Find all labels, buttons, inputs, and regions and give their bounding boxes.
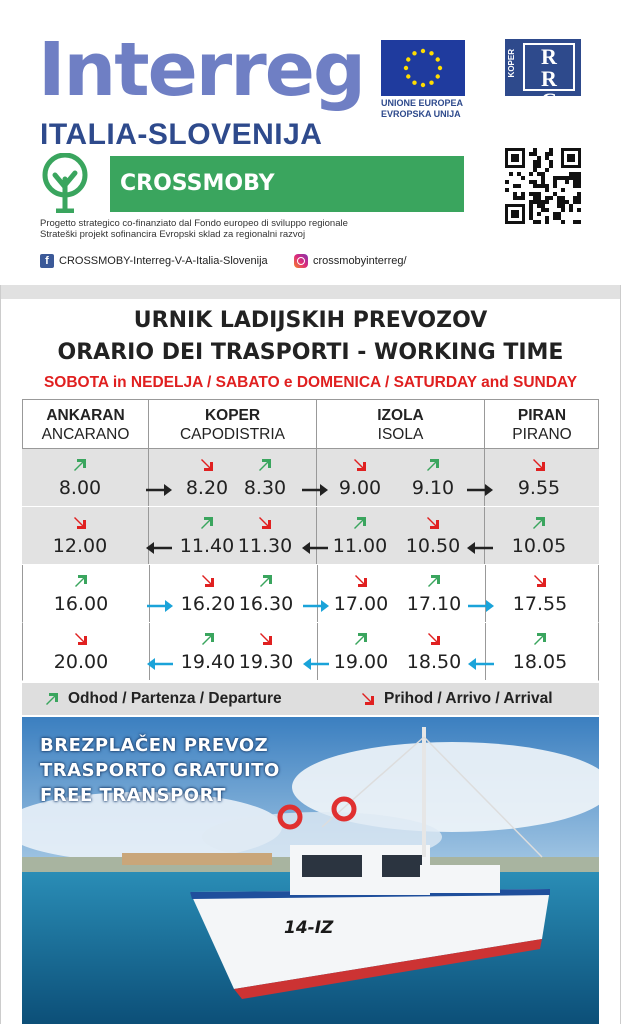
arrival-arrow-icon: [353, 573, 369, 589]
eu-label-sl: EVROPSKA UNIJA: [381, 109, 461, 119]
arrow-left-icon: [144, 538, 174, 558]
arrival-arrow-icon: [72, 515, 88, 531]
col-izola: [317, 400, 485, 448]
eu-star-icon: [438, 66, 442, 70]
time-cell: 11.40: [179, 535, 235, 557]
koper-logo: [505, 39, 581, 113]
arrival-arrow-icon: [531, 457, 547, 473]
table-row: [22, 449, 599, 507]
time-cell: 8.30: [243, 477, 287, 499]
arrow-right-icon: [144, 480, 174, 500]
time-cell: 18.50: [406, 651, 462, 673]
arrow-right-icon: [145, 596, 175, 616]
arrival-arrow-icon: [360, 691, 376, 707]
title-italian-english: ORARIO DEI TRASPORTI - WORKING TIME: [57, 340, 564, 365]
time-cell: 9.55: [517, 477, 561, 499]
legend-departure-label: Odhod / Partenza / Departure: [68, 690, 282, 707]
free-transport-en: FREE TRANSPORT: [40, 785, 226, 806]
time-cell: 11.00: [332, 535, 388, 557]
facebook-link[interactable]: [40, 254, 268, 268]
time-cell: 11.30: [237, 535, 293, 557]
arrival-arrow-icon: [352, 457, 368, 473]
arrival-arrow-icon: [532, 573, 548, 589]
departure-arrow-icon: [531, 515, 547, 531]
time-cell: 17.55: [512, 593, 568, 615]
instagram-icon: [294, 254, 308, 268]
timetable-body: [22, 449, 599, 681]
departure-arrow-icon: [353, 631, 369, 647]
departure-arrow-icon: [72, 457, 88, 473]
legend-arrival-label: Prihod / Arrivo / Arrival: [384, 690, 553, 707]
instagram-link[interactable]: [294, 254, 407, 268]
eu-flag-icon: [381, 40, 465, 96]
free-transport-text: [40, 733, 280, 808]
koper-mark: [523, 43, 575, 113]
tree-icon: [38, 153, 92, 213]
crossmoby-banner: CROSSMOBY: [110, 156, 464, 212]
eu-star-icon: [412, 51, 416, 55]
timetable: [22, 399, 599, 681]
eu-star-icon: [421, 49, 425, 53]
arrow-left-icon: [300, 538, 330, 558]
free-transport-sl: BREZPLAČEN PREVOZ: [40, 735, 269, 756]
time-cell: 19.30: [238, 651, 294, 673]
arrow-right-icon: [466, 596, 496, 616]
legend-departure: [44, 690, 282, 708]
koper-mark-text: RR C: [541, 44, 557, 113]
time-cell: 16.00: [53, 593, 109, 615]
departure-arrow-icon: [425, 457, 441, 473]
time-cell: 8.00: [58, 477, 102, 499]
time-cell: 10.05: [511, 535, 567, 557]
arrow-right-icon: [300, 480, 330, 500]
departure-arrow-icon: [257, 457, 273, 473]
time-cell: 10.50: [405, 535, 461, 557]
departure-arrow-icon: [44, 691, 60, 707]
koper-label: KOPER: [507, 49, 516, 78]
eu-star-icon: [429, 81, 433, 85]
instagram-label: crossmobyinterreg/: [313, 255, 407, 267]
col-koper: [149, 400, 317, 448]
eu-star-icon: [412, 81, 416, 85]
table-header: [22, 399, 599, 449]
eu-star-icon: [436, 57, 440, 61]
col-name: KOPER: [204, 407, 261, 424]
departure-arrow-icon: [352, 515, 368, 531]
table-row: [22, 507, 599, 565]
col-name-it: CAPODISTRIA: [179, 426, 286, 443]
col-ankaran: [23, 400, 149, 448]
departure-arrow-icon: [73, 573, 89, 589]
time-cell: 12.00: [52, 535, 108, 557]
arrow-left-icon: [145, 654, 175, 674]
departure-arrow-icon: [258, 573, 274, 589]
header: [0, 0, 621, 285]
eu-star-icon: [429, 51, 433, 55]
col-name-it: ISOLA: [377, 426, 424, 443]
arrow-right-icon: [301, 596, 331, 616]
arrival-arrow-icon: [199, 457, 215, 473]
arrival-arrow-icon: [426, 631, 442, 647]
interreg-logo: Interreg: [38, 27, 364, 113]
time-cell: 8.20: [185, 477, 229, 499]
time-cell: 18.05: [512, 651, 568, 673]
arrow-right-icon: [465, 480, 495, 500]
legend: [22, 683, 599, 715]
facebook-icon: f: [40, 254, 54, 268]
table-row: [22, 565, 599, 623]
free-transport-it: TRASPORTO GRATUITO: [40, 760, 280, 781]
arrival-arrow-icon: [258, 631, 274, 647]
departure-arrow-icon: [200, 631, 216, 647]
col-name: IZOLA: [377, 407, 424, 424]
col-name: PIRAN: [517, 407, 567, 424]
time-cell: 20.00: [53, 651, 109, 673]
time-cell: 9.00: [338, 477, 382, 499]
legend-arrival: [360, 690, 553, 708]
title-slovene: URNIK LADIJSKIH PREVOZOV: [133, 308, 488, 333]
departure-arrow-icon: [532, 631, 548, 647]
qr-code-icon[interactable]: [505, 148, 581, 224]
time-cell: 19.00: [333, 651, 389, 673]
eu-star-icon: [436, 74, 440, 78]
program-subtitle: ITALIA-SLOVENIJA: [40, 118, 323, 151]
arrival-arrow-icon: [200, 573, 216, 589]
eu-star-icon: [404, 66, 408, 70]
boat-number: 14-IZ: [284, 918, 334, 938]
time-cell: 9.10: [411, 477, 455, 499]
departure-arrow-icon: [199, 515, 215, 531]
time-cell: 17.10: [406, 593, 462, 615]
eu-star-icon: [421, 83, 425, 87]
project-line-it: Progetto strategico co-finanziato dal Fondo europeo di sviluppo regionale: [40, 218, 348, 229]
facebook-label: CROSSMOBY-Interreg-V-A-Italia-Slovenija: [59, 255, 268, 267]
arrow-left-icon: [466, 654, 496, 674]
arrow-left-icon: [465, 538, 495, 558]
time-cell: 19.40: [180, 651, 236, 673]
project-description: [40, 218, 480, 240]
eu-star-icon: [406, 74, 410, 78]
departure-arrow-icon: [426, 573, 442, 589]
time-cell: 16.20: [180, 593, 236, 615]
boat-photo: [22, 717, 599, 1024]
time-cell: 16.30: [238, 593, 294, 615]
arrival-arrow-icon: [73, 631, 89, 647]
eu-label-it: UNIONE EUROPEA: [381, 98, 464, 108]
col-name: ANKARAN: [46, 407, 125, 424]
table-row: [22, 623, 599, 681]
time-cell: 17.00: [333, 593, 389, 615]
eu-star-icon: [406, 57, 410, 61]
schedule-days: SOBOTA in NEDELJA / SABATO e DOMENICA / SATURDAY and SUNDAY: [43, 374, 578, 391]
col-piran: [485, 400, 599, 448]
arrow-left-icon: [301, 654, 331, 674]
arrival-arrow-icon: [425, 515, 441, 531]
col-name-it: ANCARANO: [41, 426, 130, 443]
frame-left: [0, 285, 1, 1024]
arrival-arrow-icon: [257, 515, 273, 531]
col-name-it: PIRANO: [512, 426, 572, 443]
project-line-sl: Strateški projekt sofinancira Evropski sklad za regionalni razvoj: [40, 229, 306, 240]
divider-band: [0, 285, 621, 299]
